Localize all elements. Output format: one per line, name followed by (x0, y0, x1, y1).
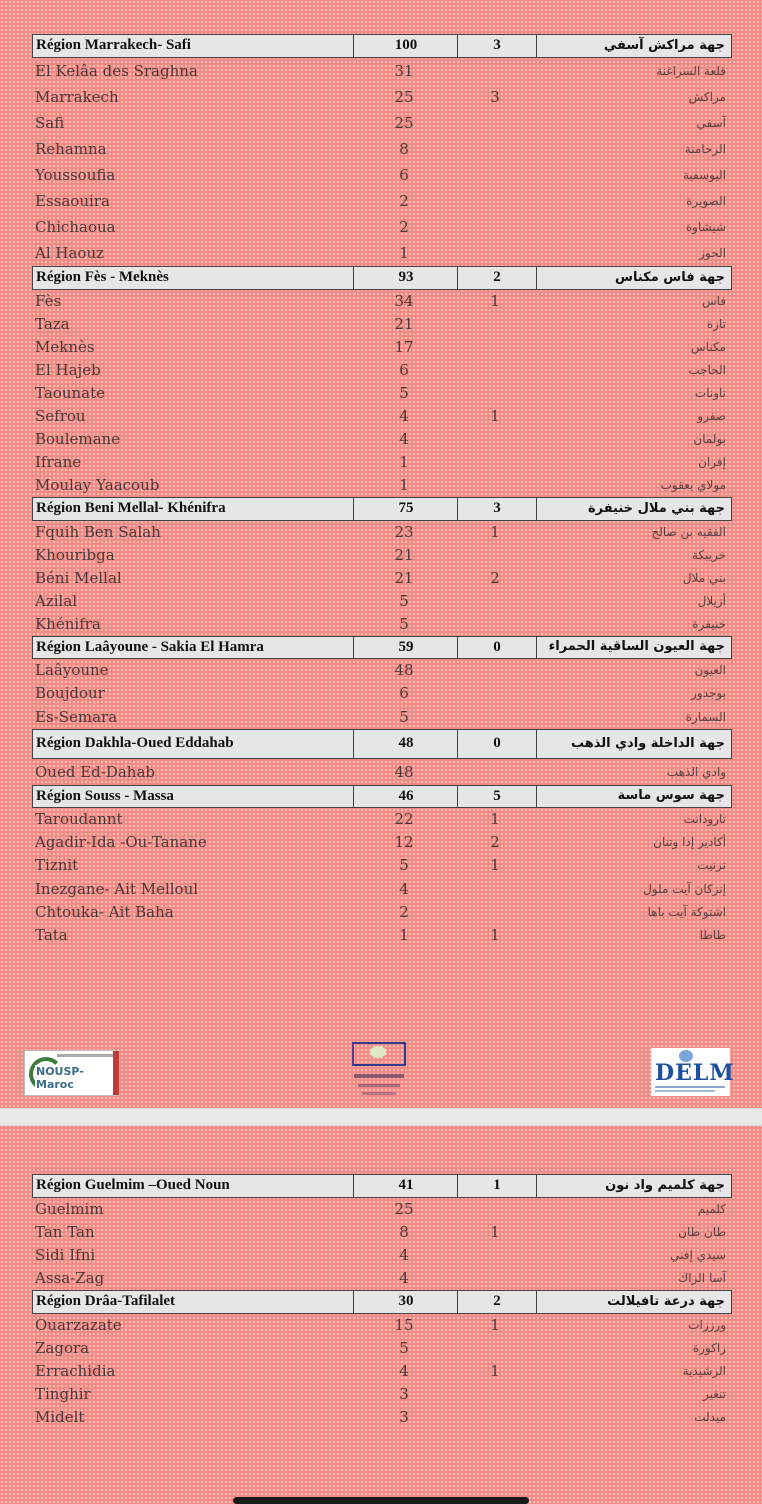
province-name-arabic: أكادير إدا وتنان (653, 835, 726, 850)
table-row (32, 1221, 732, 1244)
province-cases: 4 (399, 1362, 409, 1380)
region-total: 75 (353, 498, 458, 520)
province-name-arabic: كلميم (697, 1202, 726, 1216)
document-page-2 (0, 1124, 762, 1504)
region-total: 59 (353, 637, 458, 658)
nousp-logo (24, 1050, 120, 1096)
province-name-arabic: خنيفرة (692, 617, 726, 631)
province-cases: 5 (399, 384, 409, 402)
province-name-arabic: آسفي (696, 116, 726, 130)
region-header-row (32, 266, 732, 290)
region-name: Région Souss - Massa (36, 787, 174, 804)
delm-logo (651, 1048, 735, 1096)
province-name-arabic: آسا الزاك (678, 1271, 726, 1285)
province-name-arabic: الصويرة (686, 194, 726, 208)
region-name-arabic: جهة فاس مكناس (615, 270, 725, 285)
province-cases: 22 (394, 809, 414, 828)
table-row (32, 58, 732, 84)
table-row (32, 313, 732, 336)
table-row (32, 136, 732, 162)
province-name: Tinghir (35, 1385, 91, 1403)
province-cases: 5 (399, 856, 409, 875)
table-row (32, 382, 732, 405)
province-name: Boulemane (35, 430, 121, 448)
province-name: Assa-Zag (35, 1269, 105, 1287)
province-name-arabic: مكناس (691, 340, 726, 354)
province-name-arabic: اليوسفية (683, 168, 726, 182)
province-name-arabic: تازة (706, 317, 726, 331)
province-name-arabic: شيشاوة (685, 220, 726, 234)
delm-logo-text: DELM (655, 1060, 735, 1086)
province-cases: 5 (399, 707, 409, 726)
province-name-arabic: تنغير (703, 1387, 726, 1401)
province-name: Ifrane (35, 453, 82, 471)
province-name: Fès (35, 292, 62, 310)
province-cases: 5 (399, 615, 409, 633)
province-name: El Kelâa des Sraghna (35, 62, 198, 80)
province-deaths: 1 (490, 809, 500, 828)
table-row (32, 84, 732, 110)
province-name: Midelt (35, 1408, 85, 1426)
province-cases: 4 (399, 1269, 409, 1287)
region-header-row (32, 34, 732, 58)
province-cases: 23 (394, 523, 414, 541)
region-name-arabic: جهة الداخلة وادي الذهب (570, 735, 725, 751)
province-name-arabic: العيون (694, 663, 726, 677)
table-row (32, 759, 732, 785)
province-name-arabic: زاكورة (692, 1341, 726, 1355)
table-row (32, 854, 732, 877)
province-cases: 12 (394, 833, 414, 852)
region-total: 100 (353, 35, 458, 57)
table-row (32, 1244, 732, 1267)
province-name-arabic: أزيلال (697, 594, 726, 608)
province-cases: 6 (399, 166, 409, 184)
region-name-arabic: جهة سوس ماسة (617, 787, 725, 803)
province-cases: 4 (399, 430, 409, 448)
table-row (32, 1360, 732, 1383)
province-name: Laâyoune (35, 661, 109, 679)
province-cases: 3 (399, 1385, 409, 1403)
province-cases: 48 (394, 762, 414, 781)
province-name: Agadir-Ida -Ou-Tanane (35, 833, 207, 852)
province-name: Youssoufia (35, 166, 116, 184)
province-deaths: 1 (490, 856, 500, 875)
province-cases: 21 (394, 569, 414, 587)
table-row (32, 1406, 732, 1429)
province-name: Taounate (35, 384, 105, 402)
table-row (32, 110, 732, 136)
province-name: El Hajeb (35, 361, 101, 379)
province-deaths: 1 (490, 926, 500, 945)
province-cases: 21 (394, 546, 414, 564)
table-row (32, 544, 732, 567)
province-deaths: 3 (490, 88, 500, 106)
province-name: Tan Tan (35, 1223, 95, 1241)
province-name: Essaouira (35, 192, 110, 210)
table-row (32, 1198, 732, 1221)
province-name: Fquih Ben Salah (35, 523, 161, 541)
table-row (32, 428, 732, 451)
province-name: Khénifra (35, 615, 101, 633)
table-row (32, 878, 732, 901)
province-name: Moulay Yaacoub (35, 476, 160, 494)
province-name-arabic: طاطا (699, 928, 726, 943)
region-deaths: 1 (457, 1175, 537, 1197)
province-deaths: 2 (490, 833, 500, 852)
table-row (32, 474, 732, 497)
province-name: Béni Mellal (35, 569, 122, 587)
province-name: Boujdour (35, 684, 105, 703)
ministry-logo (350, 1040, 408, 1102)
province-cases: 17 (394, 338, 414, 356)
province-name: Safi (35, 114, 65, 132)
province-name: Taroudannt (35, 809, 123, 828)
province-cases: 8 (399, 140, 409, 158)
table-row (32, 188, 732, 214)
region-table (32, 34, 732, 948)
region-name-arabic: جهة بني ملال خنيفرة (587, 501, 725, 516)
region-table (32, 1174, 732, 1429)
region-name: Région Marrakech- Safi (36, 37, 191, 53)
table-row (32, 214, 732, 240)
table-row (32, 706, 732, 729)
table-row (32, 567, 732, 590)
province-cases: 5 (399, 592, 409, 610)
province-cases: 4 (399, 879, 409, 898)
province-deaths: 2 (490, 569, 500, 587)
province-deaths: 1 (490, 407, 500, 425)
province-name-arabic: السمارة (685, 709, 726, 724)
province-name-arabic: خريبكة (691, 548, 726, 562)
region-name: Région Guelmim –Oued Noun (36, 1177, 230, 1193)
province-deaths: 1 (490, 1362, 500, 1380)
table-row (32, 1267, 732, 1290)
region-deaths: 5 (457, 786, 537, 807)
province-name: Tiznit (35, 856, 79, 875)
province-name-arabic: تارودانت (683, 811, 726, 826)
province-name-arabic: مولاي يعقوب (660, 478, 726, 492)
province-name: Sefrou (35, 407, 86, 425)
province-deaths: 1 (490, 1316, 500, 1334)
table-row (32, 590, 732, 613)
province-cases: 2 (399, 218, 409, 236)
region-deaths: 0 (457, 637, 537, 658)
province-name-arabic: سيدي إفني (670, 1248, 726, 1262)
region-deaths: 0 (457, 730, 537, 758)
region-header-row (32, 785, 732, 808)
province-name-arabic: وادي الذهب (666, 764, 726, 779)
region-total: 93 (353, 267, 458, 289)
table-row (32, 405, 732, 428)
province-name: Meknès (35, 338, 95, 356)
province-name: Errachidia (35, 1362, 116, 1380)
province-cases: 15 (394, 1316, 414, 1334)
region-name: Région Drâa-Tafilalet (36, 1293, 176, 1309)
region-name-arabic: جهة مراكش آسفي (603, 38, 725, 53)
province-cases: 2 (399, 903, 409, 922)
province-name: Guelmim (35, 1200, 104, 1218)
province-name: Zagora (35, 1339, 90, 1357)
province-cases: 3 (399, 1408, 409, 1426)
region-deaths: 3 (457, 35, 537, 57)
table-row (32, 1337, 732, 1360)
table-row (32, 521, 732, 544)
region-name-arabic: جهة درعة تافيلالت (607, 1294, 725, 1309)
province-cases: 21 (394, 315, 414, 333)
province-cases: 34 (394, 292, 414, 310)
province-cases: 8 (399, 1223, 409, 1241)
nousp-logo-text: NOUSP-Maroc (35, 1065, 119, 1091)
region-header-row (32, 497, 732, 521)
province-cases: 48 (394, 661, 414, 679)
region-name: Région Laâyoune - Sakia El Hamra (36, 639, 264, 655)
table-row (32, 1383, 732, 1406)
province-name-arabic: إفران (698, 455, 726, 469)
province-name-arabic: بوجدور (691, 686, 726, 701)
region-total: 48 (353, 730, 458, 758)
region-header-row (32, 729, 732, 759)
table-row (32, 831, 732, 854)
table-row (32, 682, 732, 705)
province-name: Chtouka- Ait Baha (35, 903, 174, 922)
province-name: Al Haouz (35, 244, 105, 262)
province-cases: 25 (394, 88, 414, 106)
table-row (32, 290, 732, 313)
region-deaths: 2 (457, 1291, 537, 1313)
table-row (32, 659, 732, 682)
province-name: Es-Semara (35, 707, 118, 726)
province-name-arabic: ميدلت (694, 1410, 726, 1424)
province-name-arabic: الحوز (699, 246, 726, 260)
province-name-arabic: تزنيت (697, 858, 726, 873)
region-deaths: 3 (457, 498, 537, 520)
province-name: Sidi Ifni (35, 1246, 96, 1264)
province-name: Ouarzazate (35, 1316, 122, 1334)
table-row (32, 1314, 732, 1337)
province-cases: 31 (394, 62, 414, 80)
region-name: Région Fès - Meknès (36, 269, 169, 285)
table-row (32, 808, 732, 831)
table-row (32, 162, 732, 188)
province-name: Inezgane- Ait Melloul (35, 879, 199, 898)
region-total: 46 (353, 786, 458, 807)
province-name: Tata (35, 926, 68, 945)
province-name-arabic: الرحامنة (684, 142, 726, 156)
province-name-arabic: الرشيدية (682, 1364, 726, 1378)
province-name-arabic: قلعة السراغنة (656, 64, 726, 78)
region-name: Région Beni Mellal- Khénifra (36, 500, 226, 516)
province-cases: 4 (399, 407, 409, 425)
province-name: Chichaoua (35, 218, 116, 236)
province-name: Azilal (35, 592, 78, 610)
province-cases: 2 (399, 192, 409, 210)
province-name: Oued Ed-Dahab (35, 762, 155, 781)
table-row (32, 924, 732, 947)
province-cases: 5 (399, 1339, 409, 1357)
province-deaths: 1 (490, 523, 500, 541)
home-indicator[interactable] (233, 1497, 529, 1504)
province-name-arabic: ورززات (688, 1318, 726, 1332)
province-cases: 6 (399, 684, 409, 703)
province-name: Rehamna (35, 140, 107, 158)
province-name: Taza (35, 315, 70, 333)
province-cases: 25 (394, 1200, 414, 1218)
table-row (32, 240, 732, 266)
province-name-arabic: الحاجب (688, 363, 726, 377)
province-cases: 6 (399, 361, 409, 379)
province-cases: 1 (399, 453, 409, 471)
province-cases: 1 (399, 926, 409, 945)
province-deaths: 1 (490, 1223, 500, 1241)
region-header-row (32, 1174, 732, 1198)
province-deaths: 1 (490, 292, 500, 310)
region-deaths: 2 (457, 267, 537, 289)
province-name: Khouribga (35, 546, 115, 564)
province-name-arabic: تاونات (694, 386, 726, 400)
province-name: Marrakech (35, 88, 119, 106)
table-row (32, 359, 732, 382)
province-cases: 1 (399, 244, 409, 262)
table-row (32, 336, 732, 359)
table-row (32, 901, 732, 924)
province-cases: 25 (394, 114, 414, 132)
region-name: Région Dakhla-Oued Eddahab (36, 734, 234, 751)
region-name-arabic: جهة كلميم واد نون (605, 1178, 725, 1193)
region-total: 30 (353, 1291, 458, 1313)
region-header-row (32, 1290, 732, 1314)
region-name-arabic: جهة العيون الساقية الحمراء (548, 639, 725, 654)
province-name-arabic: الفقيه بن صالح (651, 525, 726, 539)
province-name-arabic: صفرو (697, 409, 726, 423)
province-name-arabic: اشتوكة آيت باها (647, 905, 726, 920)
table-row (32, 451, 732, 474)
province-name-arabic: فاس (701, 294, 726, 308)
region-total: 41 (353, 1175, 458, 1197)
province-name-arabic: إنزكان آيت ملول (643, 881, 726, 896)
table-row (32, 613, 732, 636)
region-header-row (32, 636, 732, 659)
province-cases: 1 (399, 476, 409, 494)
province-name-arabic: طان طان (678, 1225, 726, 1239)
province-name-arabic: مراكش (688, 90, 726, 104)
province-name-arabic: بني ملال (682, 571, 726, 585)
province-cases: 4 (399, 1246, 409, 1264)
province-name-arabic: بولمان (693, 432, 726, 446)
